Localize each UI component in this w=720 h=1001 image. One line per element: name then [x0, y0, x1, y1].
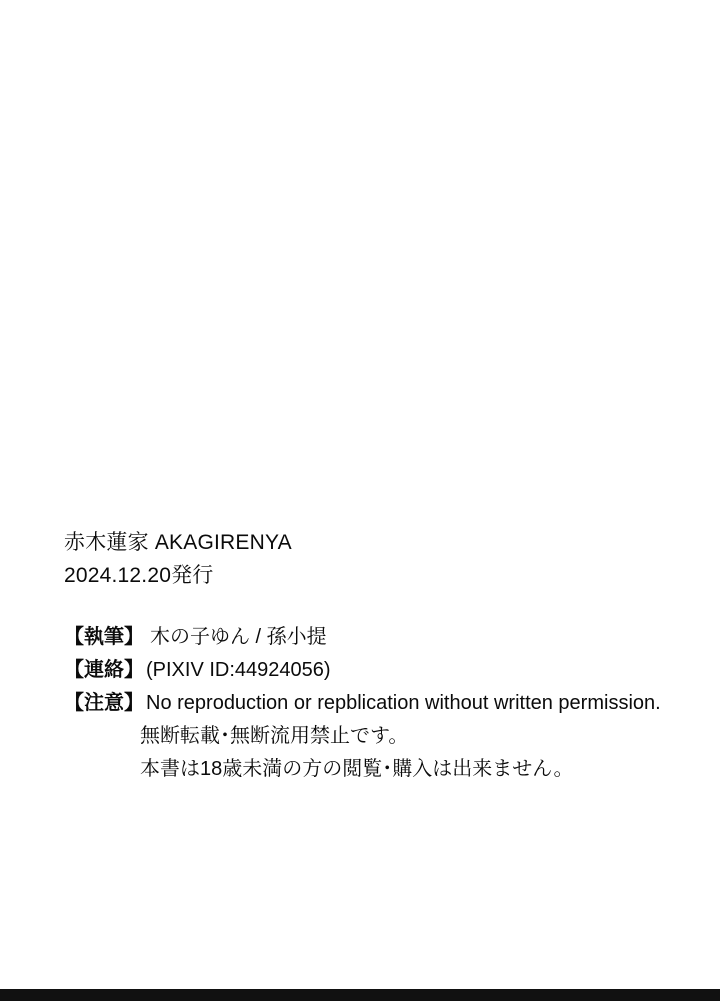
- credit-row-notice: [64, 687, 704, 720]
- credit-value-contact: (PIXIV ID:44924056): [146, 659, 331, 681]
- credit-value-notice: No reproduction or repblication without written permission.: [146, 692, 661, 714]
- colophon-block: [64, 528, 704, 786]
- circle-name: 赤木蓮家 AKAGIRENYA: [64, 531, 292, 554]
- credit-row-author: [64, 621, 704, 654]
- publication-date: 2024.12.20発行: [64, 564, 214, 587]
- credit-row-contact: [64, 654, 704, 687]
- credit-label-notice: 【注意】: [64, 692, 144, 714]
- credits-list: [64, 621, 704, 786]
- credit-label-contact: 【連絡】: [64, 659, 144, 681]
- notice-line-age-restriction: 本書は18歳未満の方の閲覧･購入は出来ません。: [140, 758, 574, 780]
- credit-value-author: 木の子ゆん / 孫小提: [150, 626, 327, 648]
- credit-label-author: 【執筆】: [64, 626, 144, 648]
- notice-line-no-repost: 無断転載･無断流用禁止です。: [140, 725, 409, 747]
- bottom-black-band: [0, 989, 720, 1001]
